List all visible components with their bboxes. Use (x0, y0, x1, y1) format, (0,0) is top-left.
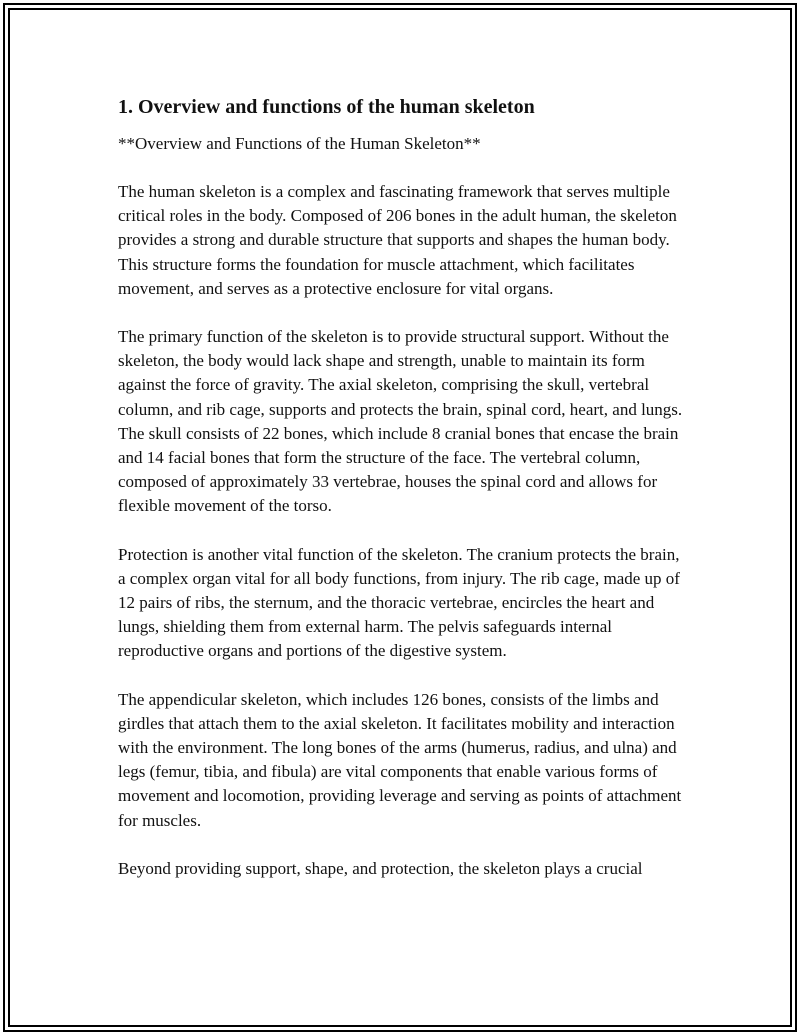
paragraph-support: The primary function of the skeleton is to provide structural support. Without the skeleton, the body would lack shape and strength, unable to maintain its form against the force of gravity. The axial skeleton, comprising the skull, vertebral column, and rib cage, supports and protects the brain, spinal cord, heart, and lungs. The skull consists of 22 bones, which include 8 cranial bones that encase the brain and 14 facial bones that form the structure of the face. The vertebral column, composed of approximately 33 vertebrae, houses the spinal cord and allows for flexible movement of the torso. (118, 327, 683, 516)
section-subtitle: **Overview and Functions of the Human Skeleton** (118, 134, 481, 153)
paragraph-continuation: Beyond providing support, shape, and protection, the skeleton plays a crucial (118, 858, 643, 878)
section-heading: 1. Overview and functions of the human skeleton (118, 96, 535, 118)
paragraph-appendicular: The appendicular skeleton, which includes 126 bones, consists of the limbs and girdles that attach them to the axial skeleton. It facilitates mobility and interaction with the environment. The long bones of the arms (humerus, radius, and ulna) and legs (femur, tibia, and fibula) are vital components that enable various forms of movement and locomotion, providing leverage and serving as points of attachment for muscles. (118, 689, 682, 830)
paragraph-overview: The human skeleton is a complex and fascinating framework that serves multiple critical roles in the body. Composed of 206 bones in the adult human, the skeleton provides a strong and durable structure that supports and shapes the human body. This structure forms the foundation for muscle attachment, which facilitates movement, and serves as a protective enclosure for vital organs. (118, 182, 677, 298)
paragraph-protection: Protection is another vital function of the skeleton. The cranium protects the brain, a complex organ vital for all body functions, from injury. The rib cage, made up of 12 pairs of ribs, the sternum, and the thoracic vertebrae, encircles the heart and lungs, shielding them from external harm. The pelvis safeguards internal reproductive organs and portions of the digestive system. (118, 544, 680, 661)
document-body (118, 92, 690, 881)
